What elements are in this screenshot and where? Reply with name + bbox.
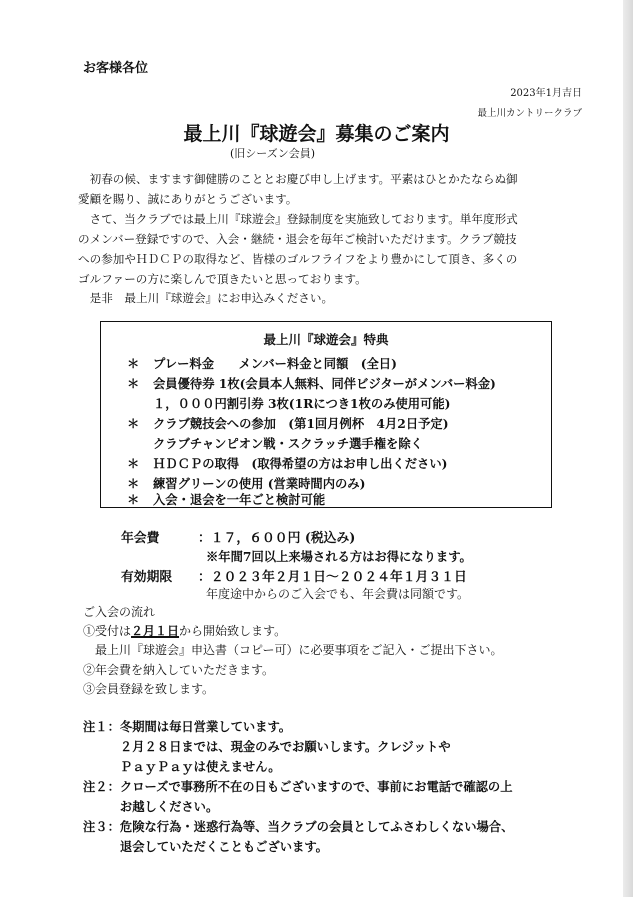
bullet-star: ＊ (127, 356, 140, 371)
bullet-star: ＊ (127, 376, 140, 391)
issue-date: 2023年1月吉日 (510, 88, 582, 99)
note-line: 注１：冬期間は毎日営業しています。 (83, 719, 292, 734)
note-line: ＰａｙＰａｙは使えません。 (83, 759, 281, 774)
bullet-star: ＊ (127, 492, 140, 507)
organization-name: 最上川カントリークラブ (477, 108, 582, 119)
bullet-star: ＊ (127, 476, 140, 491)
note-line: お越しください。 (83, 799, 219, 814)
benefit-item: ＊ クラブ競技会への参加 (第1回月例杯 4月2日予定) (127, 416, 449, 431)
fee-label: 年会費 (121, 531, 160, 546)
intro-line: 愛顧を賜り、誠にありがとうございます。 (78, 192, 298, 206)
note-line: 退会していただくこともございます。 (83, 839, 328, 854)
greeting: お客様各位 (83, 61, 149, 76)
intro-line: への参加やＨＤＣＰの取得など、皆様のゴルフライフをより豊かにして頂き、多くの (78, 252, 518, 266)
flow-step-1-detail: 最上川『球遊会』申込書（コピー可）に必要事項をご記入・ご提出下さい。 (83, 643, 503, 657)
benefit-item: ＊ 入会・退会を一年ごと検討可能 (127, 492, 326, 507)
benefit-item: ＊ 会員優待券 1枚(会員本人無料、同伴ビジターがメンバー料金) (127, 376, 496, 391)
validity-value: ：２０２３年２月１日～２０２４年１月３１日 (198, 570, 467, 585)
note-line: 注３：危険な行為・迷惑行為等、当クラブの会員としてふさわしくない場合、 (83, 819, 514, 834)
intro-line: ゴルファーの方に楽しんで頂きたいと思っております。 (78, 272, 367, 286)
flow-step-1: ①受付は２月１日から開始致します。 (83, 624, 287, 638)
benefits-title: 最上川『球遊会』特典 (263, 332, 389, 347)
bullet-star: ＊ (127, 456, 140, 471)
validity-label: 有効期限 (121, 570, 173, 585)
flow-heading: ご入会の流れ (83, 605, 156, 619)
document-subtitle: (旧シーズン会員) (230, 147, 316, 160)
benefit-item: ＊ プレー料金 メンバー料金と同額 (全日) (127, 356, 397, 371)
benefit-item: ＊ 練習グリーンの使用 (営業時間内のみ) (127, 476, 366, 491)
validity-note: 年度途中からのご入会でも、年会費は同額です。 (206, 587, 470, 601)
intro-line: のメンバー登録ですので、入会・継続・退会を毎年ご検討いただけます。クラブ競技 (78, 232, 517, 246)
intro-line: 是非 最上川『球遊会』にお申込みください。 (78, 291, 334, 305)
intro-line: さて、当クラブでは最上川『球遊会』登録制度を実施致しております。単年度形式 (78, 212, 518, 226)
flow-step-2: ②年会費を納入していただきます。 (83, 663, 275, 677)
benefits-box (100, 321, 552, 508)
note-line: ２月２８日までは、現金のみでお願いします。クレジットや (83, 739, 451, 754)
start-date: ２月１日 (131, 624, 180, 638)
flow-step-3: ③会員登録を致します。 (83, 682, 215, 696)
bullet-star: ＊ (127, 416, 140, 431)
benefit-item: クラブチャンピオン戦・スクラッチ選手権を除く (153, 436, 423, 451)
fee-value: ：１７，６００円 (税込み) (198, 531, 356, 546)
fee-note: ※年間7回以上来場される方はお得になります。 (206, 549, 472, 564)
document-title: 最上川『球遊会』募集のご案内 (183, 123, 450, 145)
note-line: 注２：クローズで事務所不在の日もございますので、事前にお電話で確認の上 (83, 779, 513, 794)
intro-line: 初春の候、ますます御健勝のこととお慶び申し上げます。平素はひとかたならぬ御 (78, 172, 518, 186)
benefit-item: １，０００円割引券 3枚(1Rにつき1枚のみ使用可能) (153, 396, 451, 411)
benefit-item: ＊ ＨＤＣＰの取得 (取得希望の方はお申し出ください) (127, 456, 448, 471)
